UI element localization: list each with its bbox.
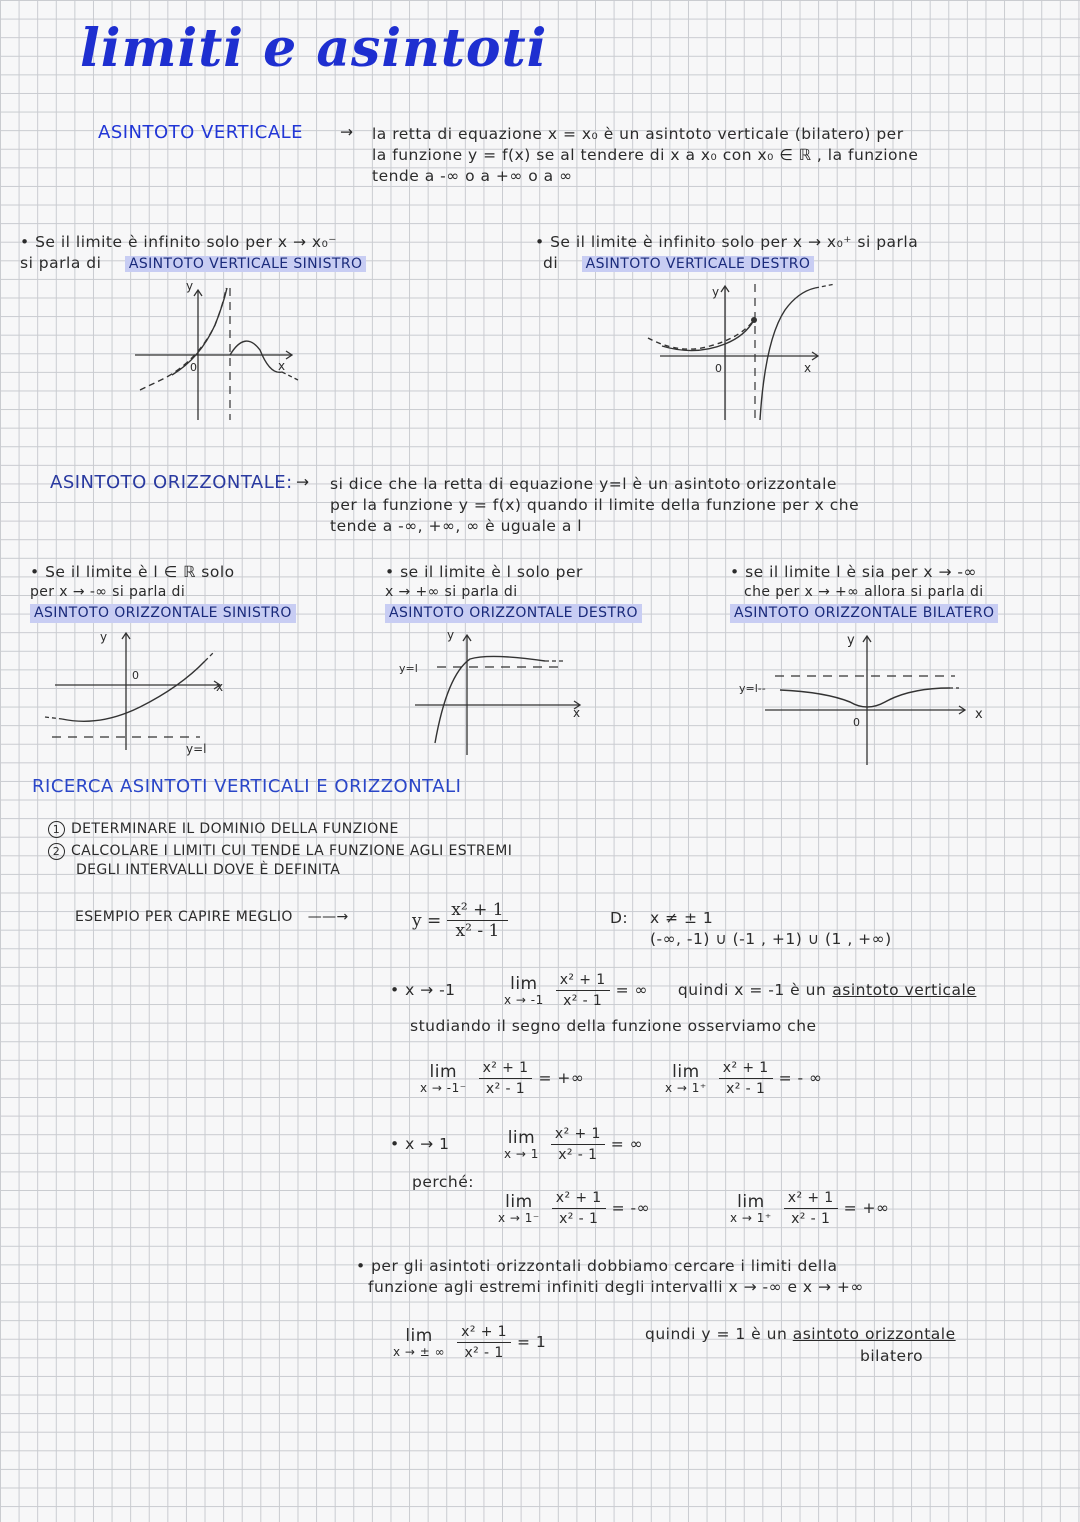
curve-left-dashed: [648, 320, 754, 349]
origin-label: 0: [715, 362, 722, 375]
horizontal-left-label: ASINTOTO ORIZZONTALE SINISTRO: [30, 604, 296, 623]
y-label: y: [712, 285, 720, 299]
horizontal-right-label: ASINTOTO ORIZZONTALE DESTRO: [385, 604, 642, 623]
y-label: y: [100, 630, 108, 644]
curve-right: [760, 288, 815, 420]
x-label: x: [573, 706, 581, 720]
definition-line: tende a -∞ o a +∞ o a ∞: [372, 167, 573, 185]
x-label: x: [804, 361, 812, 375]
curve: [435, 656, 545, 743]
limit-infinity: lim x → ± ∞ $\frac{\text{x² + 1}}{\text{x² - 1}}$ = 1: [393, 1324, 547, 1361]
horizontal-bilateral-note: • se il limite l è sia per x → -∞ che per x → +∞ allora si parla di ASINTOTO ORIZZONTALE BILATERO: [730, 562, 998, 623]
limit-minus-1-left: lim x → -1⁻ $\frac{\text{x² + 1}}{\text{x² - 1}}$ = +∞: [420, 1060, 585, 1097]
x-label: x: [216, 680, 224, 694]
graph-left-vertical-asymptote: [120, 280, 320, 425]
page-title: limiti e asintoti: [80, 18, 548, 79]
graph-bilateral-horizontal-asymptote: [735, 630, 995, 770]
horizontal-definition: si dice che la retta di equazione y=l è un asintoto orizzontale per la funzione y = f(x) quando il limite della funzione per x che tende a -∞, +∞, ∞ è uguale a l: [330, 475, 860, 535]
origin-label: 0: [853, 716, 860, 729]
limit-1-left: lim x → 1⁻ $\frac{\text{x² + 1}}{\text{x² - 1}}$ = -∞: [498, 1190, 651, 1227]
search-steps: 1 DETERMINARE IL DOMINIO DELLA FUNZIONE 2 CALCOLARE I LIMITI CUI TENDE LA FUNZIONE AGLI ESTREMI DEGLI INTERVALLI DOVE È DEFINITA: [48, 820, 512, 880]
y-label: y: [847, 633, 855, 648]
domain-label: D:: [610, 909, 629, 927]
horizontal-left-note: • Se il limite è l ∈ ℝ solo per x → -∞ si parla di ASINTOTO ORIZZONTALE SINISTRO: [30, 562, 296, 623]
definition-line: la funzione y = f(x) se al tendere di x a x₀ con x₀ ∈ ℝ , la funzione: [372, 146, 919, 164]
asymptote-label: y=l--: [739, 682, 766, 695]
vertical-definition: [372, 124, 918, 187]
domain: x ≠ ± 1 (-∞, -1) ∪ (-1 , +1) ∪ (1 , +∞): [650, 909, 892, 948]
limit-x-to-minus-1: • x → -1 lim x → -1 $\frac{\text{x² + 1}}{\text{x² - 1}}$ = ∞ quindi x = -1 è un asintoto verticale: [390, 972, 977, 1009]
limit-1-right: lim x → 1⁺ $\frac{\text{x² + 1}}{\text{x² - 1}}$ = +∞: [730, 1190, 890, 1227]
curve-right: [230, 341, 282, 372]
curve-left: [662, 320, 754, 351]
definition-line: la retta di equazione x = x₀ è un asintoto verticale (bilatero) per: [372, 125, 904, 143]
right-vertical-label: ASINTOTO VERTICALE DESTRO: [582, 256, 815, 272]
horizontal-search-note: • per gli asintoti orizzontali dobbiamo cercare i limiti della funzione agli estremi infiniti degli intervalli x → -∞ e x → +∞: [356, 1257, 864, 1296]
curve: [780, 688, 950, 707]
horizontal-right-note: • se il limite è l solo per x → +∞ si parla di ASINTOTO ORIZZONTALE DESTRO: [385, 562, 642, 623]
horizontal-heading: ASINTOTO ORIZZONTALE:: [50, 472, 293, 493]
horizontal-asymptote-result: asintoto orizzontale: [792, 1325, 956, 1343]
graph-right-horizontal-asymptote: [395, 625, 595, 760]
graph-left-horizontal-asymptote: [40, 625, 270, 760]
horizontal-bilateral-label: ASINTOTO ORIZZONTALE BILATERO: [730, 604, 998, 623]
y-label: y: [186, 279, 194, 293]
limit-x-to-1: • x → 1 lim x → 1 $\frac{\text{x² + 1}}{\text{x² - 1}}$ = ∞: [390, 1126, 644, 1163]
curve-dashed: [140, 288, 226, 390]
asymptote-label: y=l: [186, 742, 207, 756]
sign-study: studiando il segno della funzione osserviamo che: [410, 1017, 817, 1035]
horizontal-result: quindi y = 1 è un asintoto orizzontale: [645, 1325, 956, 1343]
step-number: 1: [48, 821, 65, 838]
origin-label: 0: [190, 361, 197, 374]
search-heading: RICERCA ASINTOTI VERTICALI E ORIZZONTALI: [32, 776, 462, 797]
vertical-heading: ASINTOTO VERTICALE: [98, 122, 304, 143]
y-label: y: [447, 628, 455, 642]
vertical-asymptote-result: asintoto verticale: [832, 981, 977, 999]
curve: [172, 288, 227, 375]
right-vertical-note: • Se il limite è infinito solo per x → x₀⁺ si parla di ASINTOTO VERTICALE DESTRO: [535, 233, 919, 272]
step-number: 2: [48, 843, 65, 860]
x-label: x: [278, 359, 286, 373]
graph-right-vertical-asymptote: [640, 280, 840, 425]
bilateral-label: bilatero: [860, 1347, 924, 1365]
vertical-arrow: →: [340, 123, 354, 141]
x-label: x: [975, 707, 983, 722]
left-vertical-note: • Se il limite è infinito solo per x → x₀⁻ si parla di ASINTOTO VERTICALE SINISTRO: [20, 232, 366, 274]
example-label: ESEMPIO PER CAPIRE MEGLIO ——→: [75, 909, 349, 925]
point: [751, 317, 757, 323]
perche-label: perché:: [412, 1173, 475, 1191]
left-vertical-label: ASINTOTO VERTICALE SINISTRO: [125, 256, 367, 272]
limit-1-right-sign: lim x → 1⁺ $\frac{\text{x² + 1}}{\text{x² - 1}}$ = - ∞: [665, 1060, 823, 1097]
example-function: y = $\frac{\text{x² + 1}}{\text{x² - 1}}$: [412, 900, 508, 941]
origin-label: 0: [132, 669, 139, 682]
horizontal-arrow: →: [296, 473, 310, 491]
asymptote-label: y=l: [399, 662, 418, 675]
